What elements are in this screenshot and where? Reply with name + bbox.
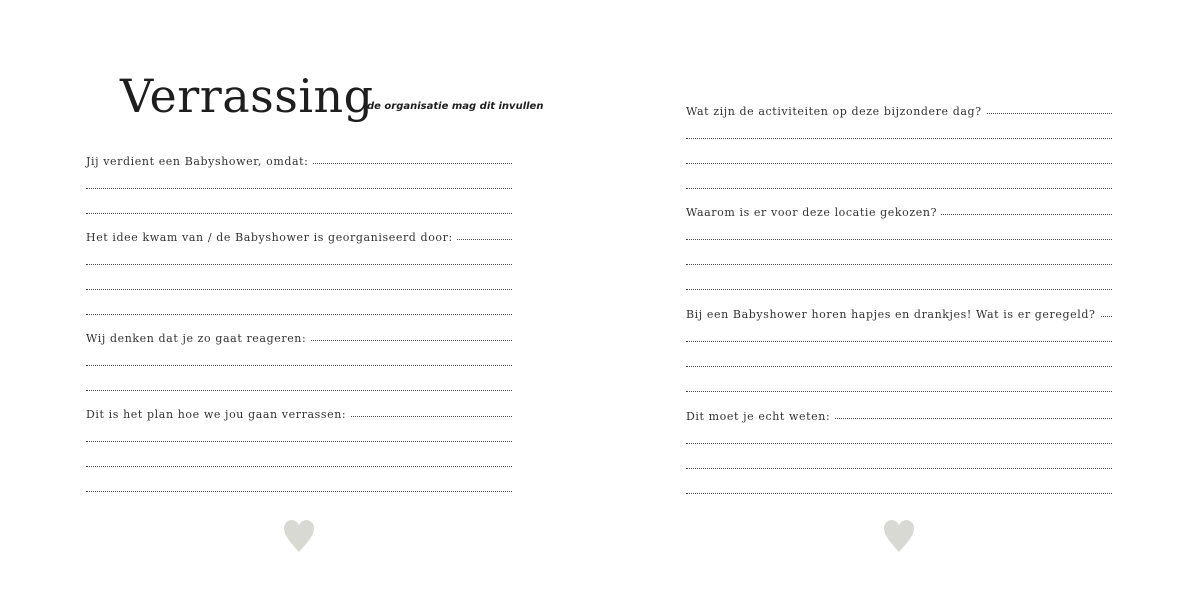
qa-section-reason: [86, 145, 512, 220]
answer-line: [86, 271, 512, 296]
question-line: [86, 145, 512, 170]
page-title: Verrassing: [120, 69, 374, 123]
answer-line: [686, 145, 1112, 170]
answer-line: [86, 448, 512, 473]
qa-section-location: [686, 196, 1112, 296]
qa-section-activities: [686, 95, 1112, 195]
question-text: Het idee kwam van / de Babyshower is georganiseerd door:: [86, 231, 457, 245]
answer-line: [686, 120, 1112, 145]
qa-section-organizer: [86, 221, 512, 321]
question-line: [686, 196, 1112, 221]
question-text: Dit is het plan hoe we jou gaan verrassen:: [86, 408, 350, 422]
answer-line: [686, 450, 1112, 475]
answer-line: [686, 475, 1112, 500]
page-subtitle: de organisatie mag dit invullen: [367, 101, 544, 112]
right-page: [600, 0, 1200, 600]
answer-line: [686, 323, 1112, 348]
question-line: [86, 221, 512, 246]
question-text: Wij denken dat je zo gaat reageren:: [86, 332, 310, 346]
question-text: Waarom is er voor deze locatie gekozen?: [686, 206, 941, 220]
question-line: [86, 398, 512, 423]
question-text: Bij een Babyshower horen hapjes en drankjes! Wat is er geregeld?: [686, 308, 1100, 322]
answer-line: [86, 473, 512, 498]
question-line: [686, 95, 1112, 120]
question-text: Wat zijn de activiteiten op deze bijzondere dag?: [686, 105, 986, 119]
question-text: Jij verdient een Babyshower, omdat:: [86, 155, 313, 169]
heart-icon: [283, 519, 315, 553]
answer-line: [86, 246, 512, 271]
answer-line: [686, 425, 1112, 450]
answer-line: [686, 271, 1112, 296]
answer-line: [86, 347, 512, 372]
answer-line: [686, 221, 1112, 246]
answer-line: [86, 170, 512, 195]
answer-line: [686, 373, 1112, 398]
question-line: [86, 322, 512, 347]
qa-section-plan: [86, 398, 512, 498]
qa-section-reaction: [86, 322, 512, 397]
question-text: Dit moet je echt weten:: [686, 410, 834, 424]
qa-section-food: [686, 298, 1112, 398]
answer-line: [86, 372, 512, 397]
question-line: [686, 400, 1112, 425]
answer-line: [86, 423, 512, 448]
answer-line: [686, 348, 1112, 373]
question-line: [686, 298, 1112, 323]
answer-line: [686, 170, 1112, 195]
answer-line: [686, 246, 1112, 271]
qa-section-must-know: [686, 400, 1112, 500]
answer-line: [86, 195, 512, 220]
heart-icon: [883, 519, 915, 553]
answer-line: [86, 296, 512, 321]
